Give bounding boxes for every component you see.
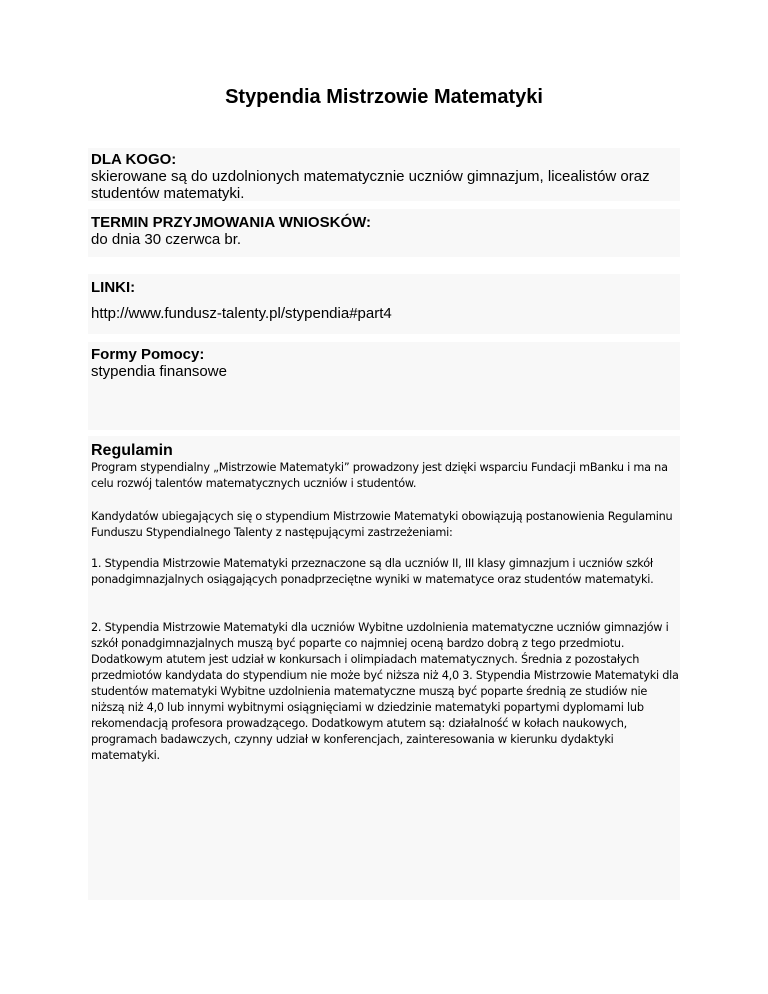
rules-heading: Regulamin [91,442,173,459]
section-deadline [91,214,681,248]
deadline-text: do dnia 30 czerwca br. [91,231,242,248]
section-for-whom [91,151,681,202]
rules-paragraph-4: 2. Stypendia Mistrzowie Matematyki dla uczniów Wybitne uzdolnienia matematyczne uczniów gimnazjów i szkół ponadgimnazjalnych muszą być poparte co najmniej oceną bardzo dobrą z tego przedmiotu. Dodatkowym atutem jest udział w konkursach i olimpiadach matematycznych. Średnia z pozostałych przedmiotów kandydata do stypendium nie może być niższa niż 4,0 3. Stypendia Mistrzowie Matematyki dla studentów matematyki Wybitne uzdolnienia matematyczne muszą być poparte średnią ze studiów nie niższą niż 4,0 lub innymi wybitnymi osiągnięciami w dziedzinie matematyki popartymi dyplomami lub rekomendacją profesora prowadzącego. Dodatkowym atutem są: działalność w kołach naukowych, programach badawczych, czynny udział w konferencjach, zainteresowania w kierunku dydaktyki matematyki. [91,621,679,762]
aid-text: stypendia finansowe [91,363,227,380]
rules-paragraph-3: 1. Stypendia Mistrzowie Matematyki przeznaczone są dla uczniów II, III klasy gimnazjum i uczniów szkół ponadgimnazjalnych osiągających ponadprzeciętne wyniki w matematyce oraz studentów matematyki. [91,557,654,586]
section-rules-heading [91,442,681,460]
for-whom-heading: DLA KOGO: [91,151,177,168]
aid-heading: Formy Pomocy: [91,346,205,363]
deadline-heading: TERMIN PRZYJMOWANIA WNIOSKÓW: [91,214,371,231]
section-aid [91,346,681,380]
links-url[interactable]: http://www.fundusz-talenty.pl/stypendia#part4 [91,305,392,322]
page-title: Stypendia Mistrzowie Matematyki [225,86,543,108]
links-heading: LINKI: [91,279,136,296]
rules-paragraph-1: Program stypendialny „Mistrzowie Matematyki” prowadzony jest dzięki wsparciu Fundacji mBanku i ma na celu rozwój talentów matematycznych uczniów i studentów. [91,461,668,490]
rules-paragraph-2: Kandydatów ubiegających się o stypendium Mistrzowie Matematyki obowiązują postanowienia Regulaminu Funduszu Stypendialnego Talenty z następującymi zastrzeżeniami: [91,510,673,539]
section-links [91,279,681,322]
for-whom-text: skierowane są do uzdolnionych matematycznie uczniów gimnazjum, licealistów oraz studentów matematyki. [91,168,650,202]
